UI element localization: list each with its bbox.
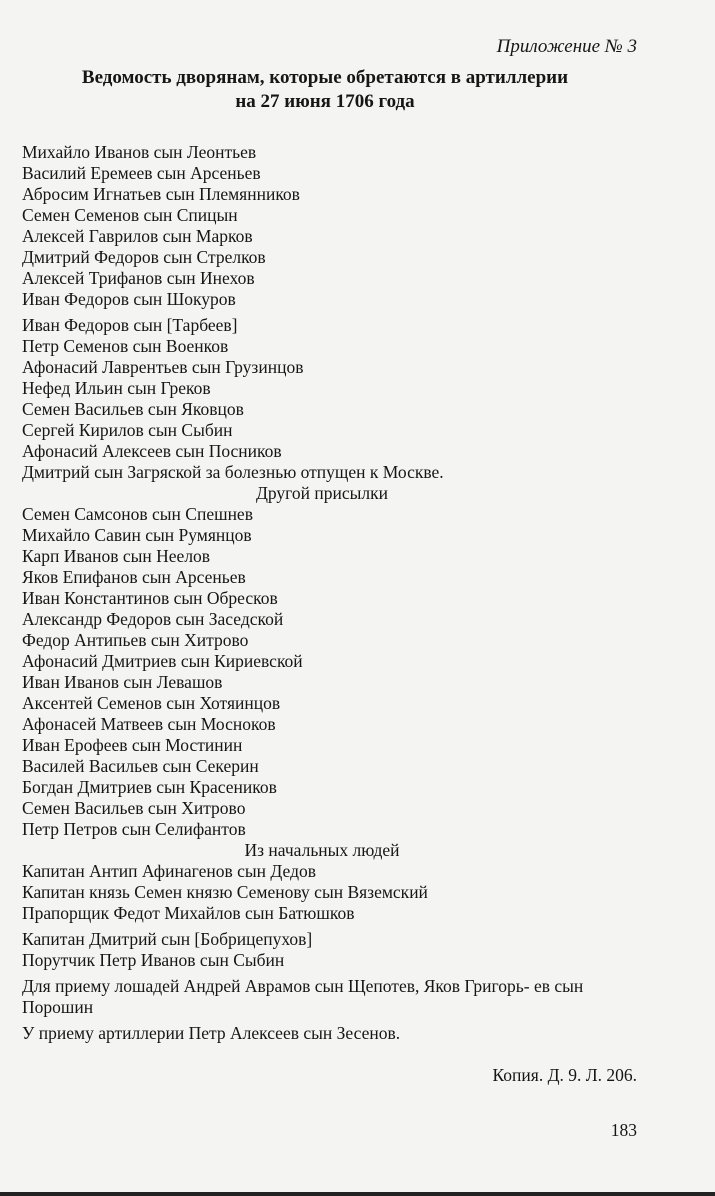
list-item: Яков Епифанов сын Арсеньев: [22, 567, 246, 587]
list-item: Семен Семенов сын Спицын: [22, 205, 238, 225]
list-item: Нефед Ильин сын Греков: [22, 378, 211, 398]
list-group-2: [22, 315, 642, 483]
list-group-1: [22, 142, 642, 310]
list-item: Капитан князь Семен князю Семенову сын Вяземский: [22, 882, 428, 902]
document-title: [0, 66, 650, 114]
list-item: Карп Иванов сын Неелов: [22, 546, 211, 566]
list-item: Капитан Дмитрий сын [Бобрицепухов]: [22, 929, 313, 949]
list-item: Михайло Савин сын Румянцов: [22, 525, 252, 545]
page-number: 183: [610, 1120, 637, 1140]
list-item: Федор Антипьев сын Хитрово: [22, 630, 249, 650]
list-item: Афонасей Матвеев сын Мосноков: [22, 714, 276, 734]
list-item: Порутчик Петр Иванов сын Сыбин: [22, 950, 285, 970]
title-line-1: Ведомость дворянам, которые обретаются в артиллерии: [81, 67, 569, 88]
list-item: Сергей Кирилов сын Сыбин: [22, 420, 233, 440]
page-edge: [0, 1192, 715, 1196]
list-item: Афонасий Лаврентьев сын Грузинцов: [22, 357, 304, 377]
list-item: Михайло Иванов сын Леонтьев: [22, 142, 257, 162]
list-item: Семен Самсонов сын Спешнев: [22, 504, 253, 524]
list-item: Иван Иванов сын Левашов: [22, 672, 223, 692]
list-item: Афонасий Дмитриев сын Кириевской: [22, 651, 303, 671]
artillery-entry: У приему артиллерии Петр Алексеев сын Зесенов.: [22, 1023, 401, 1043]
list-item: Семен Васильев сын Хитрово: [22, 798, 246, 818]
title-line-2: на 27 июня 1706 года: [235, 91, 415, 112]
list-item: Семен Васильев сын Яковцов: [22, 399, 244, 419]
list-item: Дмитрий Федоров сын Стрелков: [22, 247, 266, 267]
list-item: Абросим Игнатьев сын Племянников: [22, 184, 300, 204]
section-heading-officers: Из начальных людей: [244, 840, 400, 860]
list-item: Аксентей Семенов сын Хотяинцов: [22, 693, 281, 713]
list-item: Алексей Трифанов сын Инехов: [22, 268, 255, 288]
list-item: Иван Константинов сын Обресков: [22, 588, 278, 608]
list-item: Петр Петров сын Селифантов: [22, 819, 246, 839]
horses-entry: Для приему лошадей Андрей Аврамов сын Щепотев, Яков Григорь- ев сын Порошин: [22, 976, 584, 1017]
list-item: Иван Ерофеев сын Мостинин: [22, 735, 243, 755]
list-item: Афонасий Алексеев сын Посников: [22, 441, 282, 461]
document-body: [22, 142, 642, 1044]
list-group-4: [22, 861, 642, 924]
section-heading-other-dispatch: Другой присылки: [255, 483, 389, 503]
list-item: Богдан Дмитриев сын Красеников: [22, 777, 277, 797]
list-item: Александр Федоров сын Заседской: [22, 609, 284, 629]
list-item: Василий Еремеев сын Арсеньев: [22, 163, 261, 183]
list-item: Капитан Антип Афинагенов сын Дедов: [22, 861, 316, 881]
list-item: Алексей Гаврилов сын Марков: [22, 226, 253, 246]
list-item: Иван Федоров сын [Тарбеев]: [22, 315, 238, 335]
list-item: Петр Семенов сын Военков: [22, 336, 229, 356]
list-item: Василей Васильев сын Секерин: [22, 756, 259, 776]
list-item: Иван Федоров сын Шокуров: [22, 289, 236, 309]
list-group-3: [22, 504, 642, 840]
list-group-5: [22, 929, 642, 971]
list-item: Прапорщик Федот Михайлов сын Батюшков: [22, 903, 355, 923]
source-reference: Копия. Д. 9. Л. 206.: [492, 1065, 637, 1085]
list-item: Дмитрий сын Загряской за болезнью отпущен к Москве.: [22, 462, 444, 482]
appendix-label: Приложение № 3: [496, 36, 637, 57]
